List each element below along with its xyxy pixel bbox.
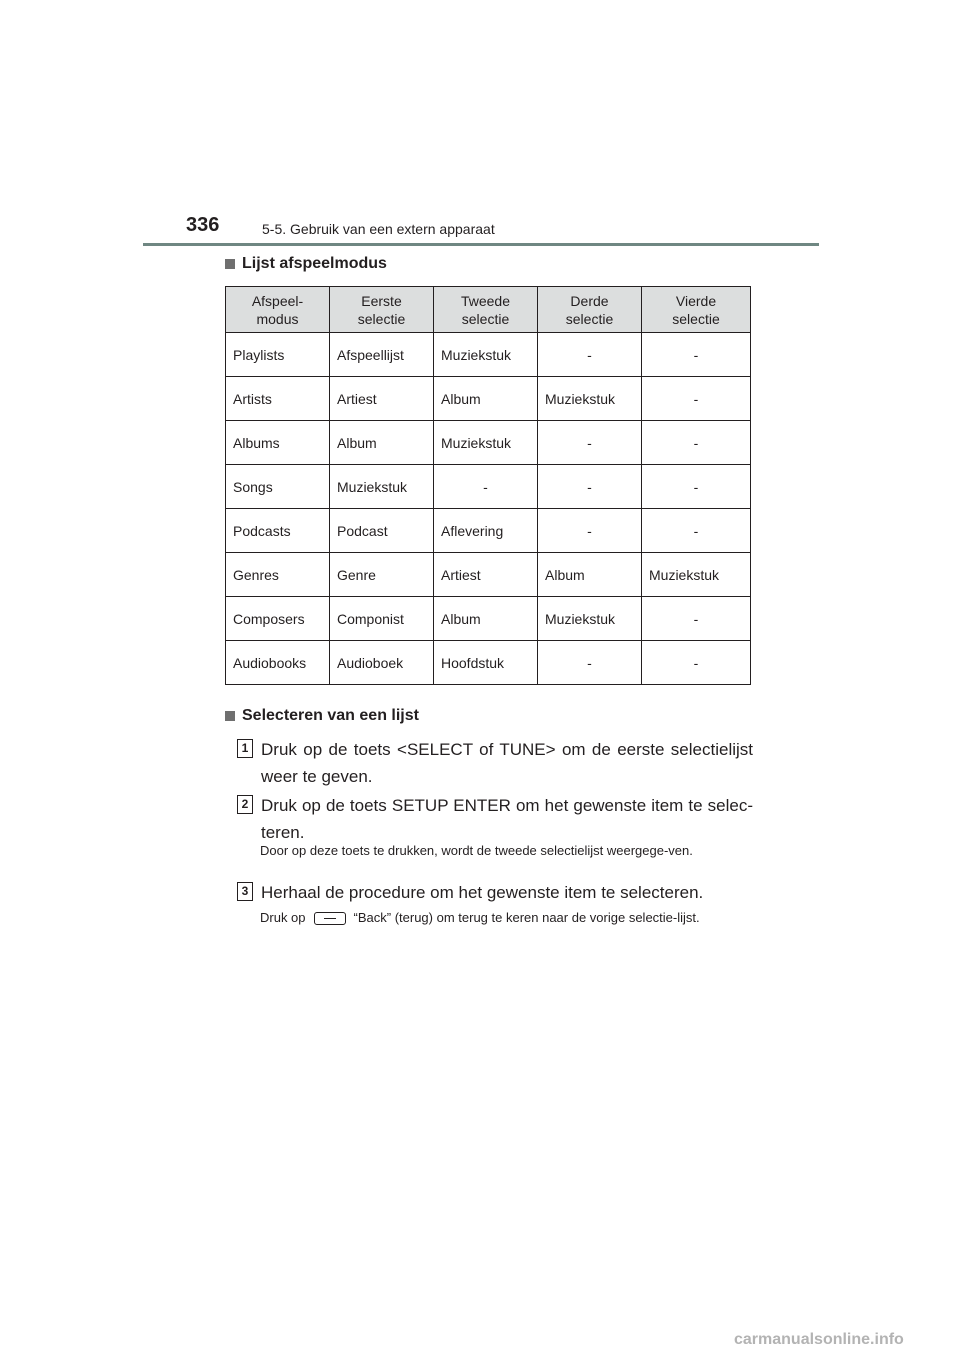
step-2-note: Door op deze toets te drukken, wordt de tweede selectielijst weergege-ven. — [260, 843, 693, 858]
step-3-note-after: “Back” (terug) om terug te keren naar de vorige selectie-lijst. — [353, 910, 700, 925]
table-cell: Audioboek — [330, 641, 434, 685]
table-cell: Muziekstuk — [642, 553, 751, 597]
table-cell: Artiest — [434, 553, 538, 597]
step-3-note — [260, 910, 746, 925]
select-list-heading-text: Selecteren van een lijst — [242, 707, 419, 724]
step-number: 2 — [237, 795, 253, 814]
table-cell: - — [538, 333, 642, 377]
table-row — [226, 333, 751, 377]
step-number: 3 — [237, 882, 253, 901]
column-header: Afspeel- modus — [226, 287, 330, 333]
step-text: Druk op de toets <SELECT of TUNE> om de eerste selectielijst weer te geven. — [261, 740, 753, 786]
table-cell: Songs — [226, 465, 330, 509]
table-cell: - — [538, 509, 642, 553]
table-cell: Componist — [330, 597, 434, 641]
table-cell: Hoofdstuk — [434, 641, 538, 685]
table-cell: Muziekstuk — [538, 597, 642, 641]
table-cell: - — [642, 641, 751, 685]
step-number: 1 — [237, 739, 253, 758]
table-row — [226, 509, 751, 553]
column-header: Vierde selectie — [642, 287, 751, 333]
table-cell: Muziekstuk — [434, 421, 538, 465]
table-cell: Aflevering — [434, 509, 538, 553]
square-bullet-icon — [225, 259, 235, 269]
table-cell: Genre — [330, 553, 434, 597]
playlist-heading — [225, 255, 387, 273]
back-button-icon — [314, 912, 346, 925]
table-cell: - — [538, 421, 642, 465]
table-row — [226, 597, 751, 641]
table-cell: Genres — [226, 553, 330, 597]
header-rule — [143, 243, 819, 246]
table-cell: Artists — [226, 377, 330, 421]
table-cell: - — [642, 465, 751, 509]
table-cell: Playlists — [226, 333, 330, 377]
section-title: 5-5. Gebruik van een extern apparaat — [262, 221, 495, 237]
step-1 — [237, 736, 753, 790]
table-cell: Afspeellijst — [330, 333, 434, 377]
table-cell: - — [642, 509, 751, 553]
table-cell: - — [642, 377, 751, 421]
page-number: 336 — [186, 214, 220, 236]
table-cell: Audiobooks — [226, 641, 330, 685]
step-3 — [237, 879, 753, 906]
table-cell: Muziekstuk — [330, 465, 434, 509]
table-cell: Album — [434, 597, 538, 641]
table-cell: - — [434, 465, 538, 509]
table-cell: - — [642, 421, 751, 465]
table-row — [226, 553, 751, 597]
table-cell: - — [642, 333, 751, 377]
select-list-heading — [225, 707, 419, 725]
column-header: Eerste selectie — [330, 287, 434, 333]
step-2 — [237, 792, 753, 846]
table-header-row — [226, 287, 751, 333]
table-cell: Album — [538, 553, 642, 597]
table-cell: Album — [330, 421, 434, 465]
step-3-note-before: Druk op — [260, 910, 306, 925]
step-text: Druk op de toets SETUP ENTER om het gewenste item te selec-teren. — [261, 796, 753, 842]
column-header: Derde selectie — [538, 287, 642, 333]
table-cell: - — [642, 597, 751, 641]
table-row — [226, 421, 751, 465]
playlist-heading-text: Lijst afspeelmodus — [242, 255, 387, 272]
square-bullet-icon — [225, 711, 235, 721]
playlist-mode-table — [225, 286, 751, 685]
watermark: carmanualsonline.info — [734, 1331, 904, 1348]
step-text: Herhaal de procedure om het gewenste item te selecteren. — [261, 883, 704, 902]
table-cell: Muziekstuk — [538, 377, 642, 421]
table-cell: - — [538, 465, 642, 509]
table-row — [226, 641, 751, 685]
table-cell: Albums — [226, 421, 330, 465]
table-cell: Podcast — [330, 509, 434, 553]
table-row — [226, 377, 751, 421]
column-header: Tweede selectie — [434, 287, 538, 333]
table-cell: Album — [434, 377, 538, 421]
table-cell: Artiest — [330, 377, 434, 421]
table-cell: Muziekstuk — [434, 333, 538, 377]
table-cell: Podcasts — [226, 509, 330, 553]
table-cell: - — [538, 641, 642, 685]
table-cell: Composers — [226, 597, 330, 641]
table-row — [226, 465, 751, 509]
